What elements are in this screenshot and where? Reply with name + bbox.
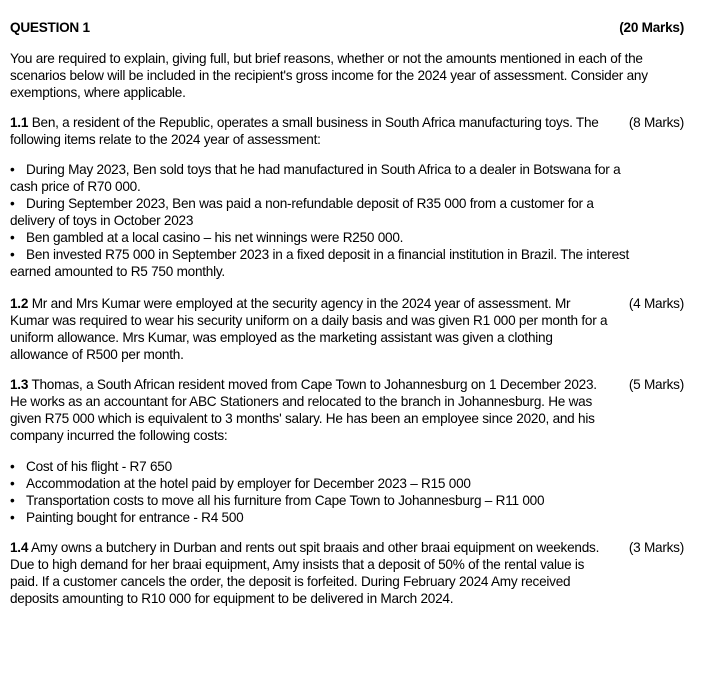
bullet-item xyxy=(10,246,630,280)
scenario-1-2 xyxy=(10,295,684,363)
question-instructions: You are required to explain, giving full, but brief reasons, whether or not the amounts mentioned in each of the scenarios below will be included in the recipient's gross income for the 2024 year of assessment. Consider any exemptions, where applicable. xyxy=(10,51,648,100)
bullet-text: Accommodation at the hotel paid by employer for December 2023 – R15 000 xyxy=(26,476,471,491)
bullet-icon: • xyxy=(10,510,15,525)
bullet-icon: • xyxy=(10,493,15,508)
scenario-1-4-marks: (3 Marks) xyxy=(628,540,684,555)
bullet-icon: • xyxy=(10,247,15,262)
bullet-item xyxy=(10,492,630,509)
question-total-marks: (20 Marks) xyxy=(619,20,684,35)
bullet-text: Ben gambled at a local casino – his net winnings were R250 000. xyxy=(26,230,404,245)
scenario-1-4-text xyxy=(10,539,612,607)
bullet-icon: • xyxy=(10,196,15,211)
question-header xyxy=(10,19,684,37)
scenario-1-2-marks: (4 Marks) xyxy=(628,296,684,311)
bullet-item xyxy=(10,161,630,195)
scenario-1-2-number: 1.2 xyxy=(10,296,29,311)
bullet-text: Painting bought for entrance - R4 500 xyxy=(26,510,244,525)
bullet-icon: • xyxy=(10,162,15,177)
bullet-text: During May 2023, Ben sold toys that he had manufactured in South Africa to a dealer in Botswana for a cash price of R70 000. xyxy=(10,162,621,194)
bullet-item xyxy=(10,458,630,475)
scenario-1-4-body: Amy owns a butchery in Durban and rents out spit braais and other braai equipment on weekends. Due to high demand for her braai equipment, Amy insists that a deposit of 50% of the rental value is paid. If a customer cancels the order, the deposit is forfeited. During February 2024 Amy received deposits amounting to R10 000 for equipment to be delivered in March 2024. xyxy=(10,540,600,606)
scenario-1-3-body: Thomas, a South African resident moved from Cape Town to Johannesburg on 1 December 2023. He works as an accountant for ABC Stationers and relocated to the branch in Johannesburg. He was given R75 000 which is equivalent to 3 months' salary. He has been an employee since 2020, and his company incurred the following costs: xyxy=(10,377,597,443)
scenario-1-2-text xyxy=(10,295,612,363)
bullet-text: During September 2023, Ben was paid a non-refundable deposit of R35 000 from a customer for a delivery of toys in October 2023 xyxy=(10,196,594,228)
scenario-1-3-text xyxy=(10,376,612,444)
scenario-1-1-number: 1.1 xyxy=(10,115,29,130)
bullet-icon: • xyxy=(10,459,15,474)
scenario-1-3 xyxy=(10,376,684,444)
question-title: QUESTION 1 xyxy=(10,20,90,35)
scenario-1-1-marks: (8 Marks) xyxy=(628,115,684,130)
scenario-1-1-body: Ben, a resident of the Republic, operates a small business in South Africa manufacturing toys. The following items relate to the 2024 year of assessment: xyxy=(10,115,599,147)
scenario-1-4-number: 1.4 xyxy=(10,540,29,555)
bullet-text: Ben invested R75 000 in September 2023 in a fixed deposit in a financial institution in Brazil. The interest earned amounted to R5 750 monthly. xyxy=(10,247,629,279)
bullet-icon: • xyxy=(10,476,15,491)
bullet-item xyxy=(10,509,630,526)
scenario-1-3-bullet-list xyxy=(10,458,630,526)
scenario-1-1-bullet-list xyxy=(10,161,630,280)
scenario-1-3-marks: (5 Marks) xyxy=(628,377,684,392)
scenario-1-1 xyxy=(10,114,684,148)
bullet-item xyxy=(10,229,630,246)
bullet-icon: • xyxy=(10,230,15,245)
bullet-item xyxy=(10,195,630,229)
bullet-text: Transportation costs to move all his furniture from Cape Town to Johannesburg – R11 000 xyxy=(26,493,545,508)
scenario-1-3-number: 1.3 xyxy=(10,377,29,392)
scenario-1-2-body: Mr and Mrs Kumar were employed at the security agency in the 2024 year of assessment. Mr Kumar was required to wear his security uniform on a daily basis and was given R1 000 per month for a uniform allowance. Mrs Kumar, was employed as the marketing assistant was given a clothing allowance of R500 per month. xyxy=(10,296,608,362)
scenario-1-1-text xyxy=(10,114,612,148)
bullet-item xyxy=(10,475,630,492)
scenario-1-4 xyxy=(10,539,684,607)
bullet-text: Cost of his flight - R7 650 xyxy=(26,459,172,474)
